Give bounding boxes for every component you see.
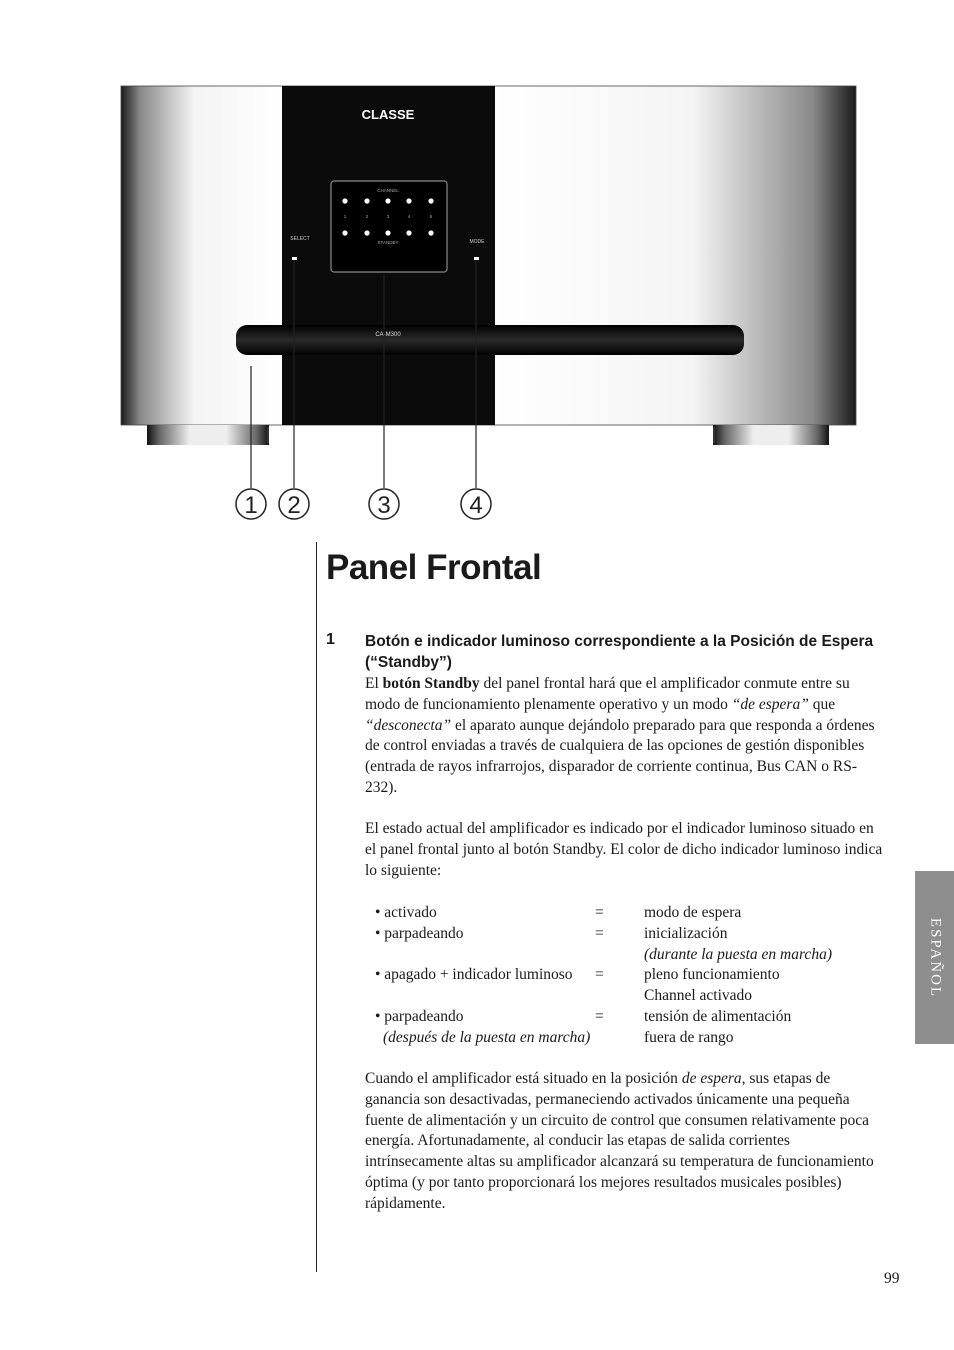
standby-led: [364, 230, 369, 235]
select-label: SELECT: [290, 236, 310, 242]
channel-led: [364, 198, 369, 203]
status-meaning-line2: Channel activado: [644, 986, 753, 1004]
status-meaning: modo de espera: [644, 904, 742, 921]
status-meaning-note: (durante la puesta en marcha): [644, 945, 832, 963]
page-number: 99: [884, 1270, 900, 1287]
status-meaning: pleno funcionamiento: [644, 966, 780, 983]
paragraph-indicator-state: El estado actual del amplificador es indicado por el indicador luminoso situado en el panel frontal junto al botón Standby. El color de dicho indicador luminoso indica lo siguiente:: [365, 820, 883, 879]
callout-2: [279, 489, 309, 519]
callout-3: [369, 489, 399, 519]
brand-logo: CLASSE: [361, 107, 415, 122]
status-equals: =: [595, 904, 604, 921]
standby-led: [428, 230, 433, 235]
status-state-note: (después de la puesta en marcha): [383, 1028, 591, 1046]
section-title: Botón e indicador luminoso correspondiente a la Posición de Espera (“Standby”): [365, 633, 874, 671]
svg-text:4: 4: [469, 492, 483, 519]
channel-number: 4: [407, 214, 411, 219]
status-state: • parpadeando: [375, 1008, 464, 1025]
paragraph-standby-button: El botón Standby del panel frontal hará que el amplificador conmute entre su modo de funcionamiento plenamente operativo y un modo “de espera” que “desconecta” el aparato aunque dejándolo preparado para que responda a órdenes de control enviadas a través de cualquiera de las opciones de gestión disponibles (entrada de rayos infrarrojos, disparador de corriente continua, Bus CAN o RS-232).: [365, 675, 875, 796]
status-equals: =: [595, 966, 604, 983]
select-button: [292, 257, 297, 260]
front-panel-diagram: [0, 0, 954, 540]
svg-text:3: 3: [377, 492, 391, 519]
standby-led: [342, 230, 347, 235]
channel-number: 5: [429, 214, 433, 219]
status-state: • parpadeando: [375, 925, 464, 942]
front-bar: [236, 325, 744, 355]
model-label: CA-M300: [375, 332, 401, 338]
right-foot: [713, 425, 829, 445]
standby-label: STANDBY: [377, 240, 399, 245]
status-state: • apagado + indicador luminoso: [375, 966, 573, 983]
language-tab-label: ESPAÑOL: [927, 917, 943, 998]
status-state: • activado: [375, 904, 437, 921]
channel-led: [406, 198, 411, 203]
display-window: [331, 181, 447, 272]
section-number: 1: [326, 631, 335, 648]
standby-led: [406, 230, 411, 235]
left-side-panel: [121, 86, 283, 425]
status-equals: =: [595, 925, 604, 942]
callout-4: [461, 489, 491, 519]
status-equals: =: [595, 1008, 604, 1025]
status-meaning: tensión de alimentación: [644, 1008, 792, 1025]
channel-led: [385, 198, 390, 203]
channel-number: 2: [365, 214, 369, 219]
standby-led: [385, 230, 390, 235]
svg-text:2: 2: [287, 492, 301, 519]
channel-label: CHANNEL: [377, 188, 399, 193]
status-meaning-line2: fuera de rango: [644, 1028, 734, 1046]
callout-1: [236, 489, 266, 519]
page-title: Panel Frontal: [326, 548, 542, 587]
language-tab: [915, 871, 954, 1044]
mode-label: MODE: [469, 239, 485, 245]
svg-text:1: 1: [244, 492, 258, 519]
channel-led: [428, 198, 433, 203]
channel-number: 1: [343, 214, 347, 219]
mode-button: [474, 257, 479, 260]
channel-number: 3: [386, 214, 390, 219]
paragraph-standby-mode: Cuando el amplificador está situado en la posición de espera, sus etapas de ganancia son desactivadas, permaneciendo activados únicamente una pequeña fuente de alimentación y un circuito de control que consumen relativamente poca energía. Afortunadamente, al conducir las etapas de salida corrientes intrínsecamente altas su amplificador alcanzará su temperatura de funcionamiento óptima (y por tanto proporcionará los mejores resultados musicales posibles) rápidamente.: [365, 1070, 874, 1212]
channel-led: [342, 198, 347, 203]
status-meaning: inicialización: [644, 925, 728, 942]
right-side-panel: [494, 86, 856, 425]
margin-rule: [316, 542, 317, 1272]
